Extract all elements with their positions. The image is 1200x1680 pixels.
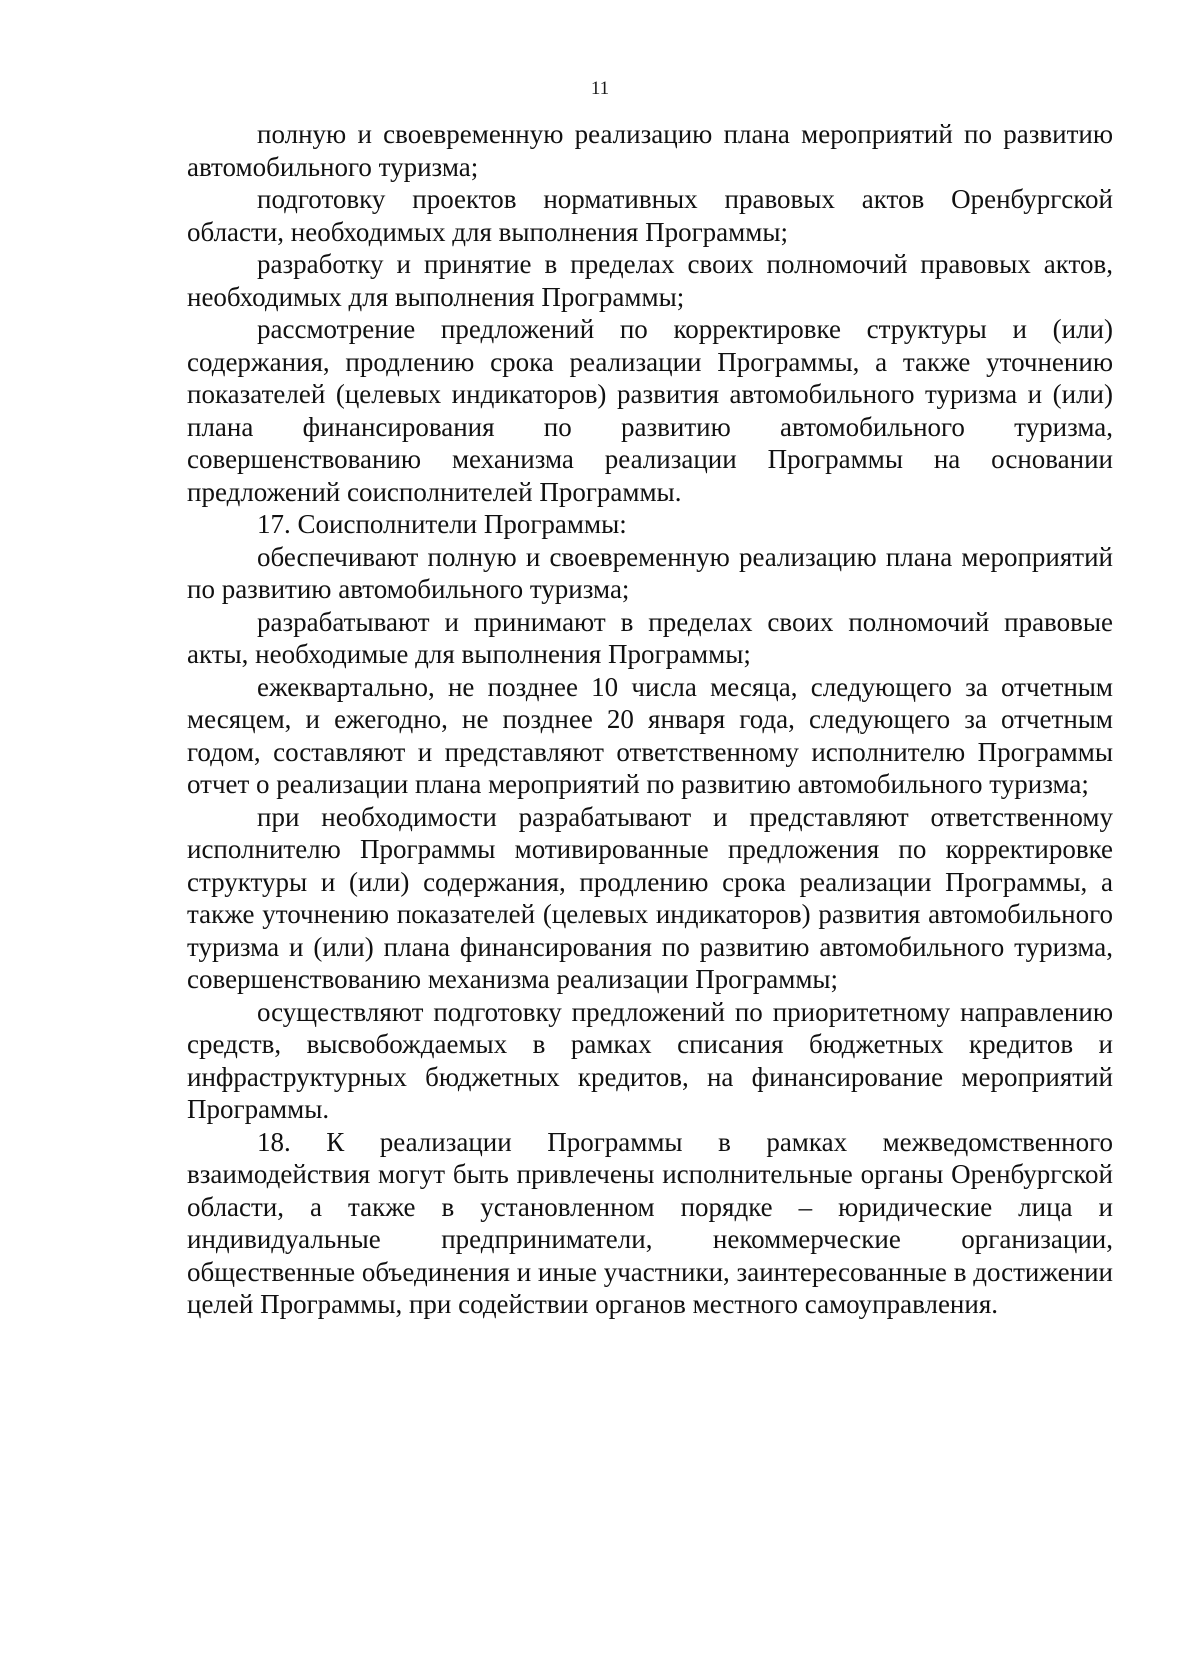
paragraph-18-interaction: 18. К реализации Программы в рамках межведомственного взаимодействия могут быть привлечены исполнительные органы Оренбургской области, а также в установленном порядке – юридические лица и индивидуальные предприниматели, некоммерческие организации, общественные объединения и иные участники, заинтересованные в достижении целей Программы, при содействии органов местного самоуправления. — [187, 1126, 1113, 1319]
paragraph-co-executors-acts: разрабатывают и принимают в пределах своих полномочий правовые акты, необходимые для выполнения Программы; — [187, 606, 1113, 669]
paragraph-reporting: ежеквартально, не позднее 10 числа месяца, следующего за отчетным месяцем, и ежегодно, не позднее 20 января года, следующего за отчетным годом, составляют и представляют ответственному исполнителю Программы отчет о реализации плана мероприятий по развитию автомобильного туризма; — [187, 671, 1113, 799]
paragraph-motivated-proposals: при необходимости разрабатывают и представляют ответственному исполнителю Программы мотивированные предложения по корректировке структуры и (или) содержания, продлению срока реализации Программы, а также уточнению показателей (целевых индикаторов) развития автомобильного туризма и (или) плана финансирования по развитию автомобильного туризма, совершенствованию механизма реализации Программы; — [187, 801, 1113, 994]
paragraph-legal-acts: разработку и принятие в пределах своих полномочий правовых актов, необходимых для выполнения Программы; — [187, 249, 1113, 312]
paragraph-proposals-review: рассмотрение предложений по корректировке структуры и (или) содержания, продлению срока реализации Программы, а также уточнению показателей (целевых индикаторов) развития автомобильного туризма и (или) плана финансирования по развитию автомобильного туризма, совершенствованию механизма реализации Программы на основании предложений соисполнителей Программы. — [187, 314, 1113, 507]
page-number: 11 — [590, 78, 610, 99]
paragraph-funds-direction: осуществляют подготовку предложений по приоритетному направлению средств, высвобождаемых в рамках списания бюджетных кредитов и инфраструктурных бюджетных кредитов, на финансирование мероприятий Программы. — [187, 996, 1113, 1124]
document-body — [187, 118, 1113, 1321]
paragraph-17-heading: 17. Соисполнители Программы: — [257, 509, 627, 539]
paragraph-draft-acts: подготовку проектов нормативных правовых актов Оренбургской области, необходимых для выполнения Программы; — [187, 184, 1113, 247]
paragraph-co-executors-ensure: обеспечивают полную и своевременную реализацию плана мероприятий по развитию автомобильного туризма; — [187, 541, 1113, 604]
paragraph-implementation: полную и своевременную реализацию плана мероприятий по развитию автомобильного туризма; — [187, 119, 1113, 182]
